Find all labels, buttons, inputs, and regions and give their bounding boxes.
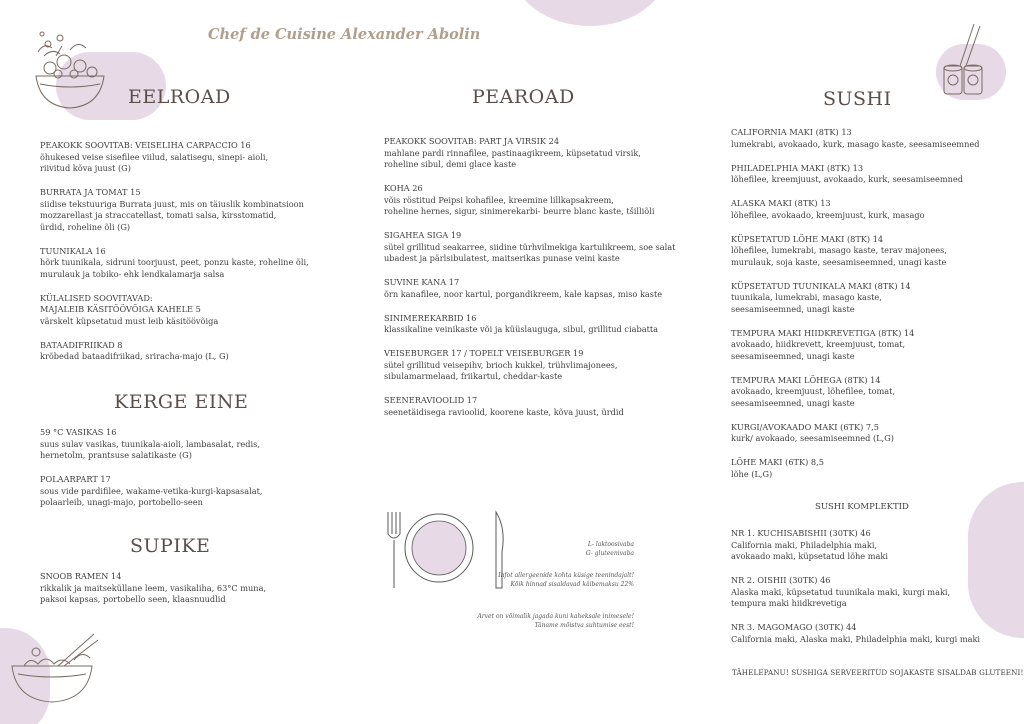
menu-item-description: klassikaline veinikaste või ja küüslauguga, sibul, grillitud ciabatta bbox=[384, 324, 659, 334]
menu-item bbox=[40, 427, 340, 462]
menu-item bbox=[731, 328, 991, 363]
menu-item-description: avokaado, hiidkrevett, kreemjuust, tomat, bbox=[731, 339, 906, 349]
menu-item-name: KÜPSETATUD LÕHE MAKI (8TK) 14 bbox=[731, 233, 884, 244]
menu-item-description: siidise tekstuuriga Burrata juust, mis on täiuslik kombinatsioon bbox=[40, 198, 304, 209]
menu-item-description: seesamiseemned, unagi kaste bbox=[731, 303, 855, 314]
bill-note bbox=[454, 612, 634, 630]
menu-item-description: tempura maki hiidkrevetiga bbox=[731, 598, 847, 608]
legend-gluten-free: G- gluteenivaba bbox=[585, 550, 634, 557]
menu-item bbox=[40, 140, 340, 175]
menu-item-name: PEAKOKK SOOVITAB: VEISELIHA CARPACCIO 16 bbox=[40, 140, 251, 150]
menu-item-description: avokaado, kreemjuust, lõhefilee, tomat, bbox=[731, 386, 896, 396]
menu-item-name: PEAKOKK SOOVITAB: PART JA VIRSIK 24 bbox=[384, 136, 560, 146]
menu-item bbox=[40, 474, 340, 509]
menu-item-description: rikkalik ja maitseküllane leem, vasikaliha, 63°C muna, bbox=[40, 582, 267, 593]
menu-list-kerge-eine bbox=[40, 427, 340, 521]
menu-item-description: murulauk ja tobiko- ehk lendkalamarja salsa bbox=[40, 268, 225, 279]
menu-item bbox=[731, 198, 991, 221]
menu-list-pearoad bbox=[384, 136, 684, 431]
menu-item-description: lumekrabi, avokaado, kurk, masago kaste, seesamiseemned bbox=[731, 138, 980, 149]
menu-item-name: ALASKA MAKI (8TK) 13 bbox=[731, 198, 831, 208]
menu-item-description: seesamiseemned, unagi kaste bbox=[731, 397, 855, 408]
ramen-bowl-icon bbox=[8, 630, 100, 706]
menu-list-sushi-komplektid bbox=[731, 528, 991, 658]
menu-item-description: mahlane pardi rinnafilee, pastinaagikreem, küpsetatud virsik, bbox=[384, 147, 641, 158]
section-title-supike: SUPIKE bbox=[130, 535, 211, 557]
chef-title: Chef de Cuisine Alexander Abolin bbox=[208, 26, 481, 43]
menu-item bbox=[384, 395, 684, 418]
menu-item bbox=[40, 293, 340, 328]
menu-item-description: mozzarellast ja straccatellast, tomati salsa, kirsstomatid, bbox=[40, 210, 277, 220]
salad-bowl-icon bbox=[30, 26, 110, 112]
menu-item-description: kurk/ avokaado, seesamiseemned (L,G) bbox=[731, 433, 894, 443]
menu-item-name: VEISEBURGER 17 / TOPELT VEISEBURGER 19 bbox=[384, 348, 584, 358]
allergy-note bbox=[454, 571, 634, 589]
bill-split-note-line: Arvet on võimalik jagada kuni kaheksale inimesele! bbox=[477, 613, 634, 620]
menu-item-description: suus sulav vasikas, tuunikala-aioli, lambasalat, redis, bbox=[40, 438, 260, 449]
menu-item-description: roheline sibul, demi glace kaste bbox=[384, 159, 517, 169]
menu-item-description: sibulamarmelaad, friikartul, cheddar-kaste bbox=[384, 371, 563, 381]
menu-item bbox=[40, 340, 340, 363]
menu-item-description: lõhefilee, lumekrabi, masago kaste, terav majonees, bbox=[731, 245, 947, 255]
menu-item bbox=[731, 127, 991, 150]
menu-item-description: ürdid, roheline õli (G) bbox=[40, 221, 131, 232]
menu-item bbox=[384, 183, 684, 218]
menu-item-name: KÜLALISED SOOVITAVAD: bbox=[40, 292, 153, 303]
legend-lactose-free: L- laktoosivaba bbox=[587, 541, 634, 548]
menu-item-name: NR 1. KUCHISABISHII (30TK) 46 bbox=[731, 528, 871, 538]
menu-item-description: õrn kanafilee, noor kartul, porgandikreem, kale kapsas, miso kaste bbox=[384, 288, 663, 299]
menu-item bbox=[731, 457, 991, 480]
menu-item-description: MAJALEIB KÄSITÖÖVÕIGA KAHELE 5 bbox=[40, 304, 201, 314]
menu-item-description: võis röstitud Peipsi kohafilee, kreemine lillkapsakreem, bbox=[384, 194, 614, 205]
menu-item-name: TEMPURA MAKI LÕHEGA (8TK) 14 bbox=[731, 374, 881, 385]
menu-item-description: Alaska maki, küpsetatud tuunikala maki, kurgi maki, bbox=[731, 586, 951, 597]
menu-item-description: lõhefilee, kreemjuust, avokaado, kurk, seesamiseemned bbox=[731, 174, 963, 184]
menu-list-eelroad bbox=[40, 140, 340, 375]
menu-item-description: sütel grillitud seakarree, siidine türhvilmekiga kartulikreem, soe salat bbox=[384, 241, 676, 252]
decorative-blob-top bbox=[512, 0, 668, 26]
menu-item-description: hõrk tuunikala, sidruni toorjuust, peet, ponzu kaste, roheline õli, bbox=[40, 257, 309, 267]
menu-item bbox=[384, 230, 684, 265]
menu-item-description: sous vide pardifilee, wakame-vetika-kurgi-kapsasalat, bbox=[40, 485, 263, 496]
menu-item-description: California maki, Philadelphia maki, bbox=[731, 539, 878, 550]
menu-item-name: SIGAHEA SIGA 19 bbox=[384, 230, 462, 240]
thanks-note-line: Täname mõistva suhtumise eest! bbox=[534, 622, 634, 629]
menu-item bbox=[384, 313, 684, 336]
menu-item-description: õhukesed veise sisefilee viilud, salatisegu, sinepi- aioli, bbox=[40, 151, 269, 162]
menu-item-description: avokaado maki, küpsetatud lõhe maki bbox=[731, 551, 888, 561]
menu-item-description: lõhefilee, avokaado, kreemjuust, kurk, masago bbox=[731, 209, 925, 220]
menu-item-description: murulauk, soja kaste, seesamiseemned, unagi kaste bbox=[731, 256, 947, 267]
menu-item-description: ubadest ja pärlsibulatest, maitserikas punase veini kaste bbox=[384, 253, 620, 263]
diet-legend bbox=[520, 540, 634, 558]
menu-item-name: CALIFORNIA MAKI (8TK) 13 bbox=[731, 127, 852, 137]
menu-item bbox=[731, 375, 991, 410]
menu-item bbox=[731, 528, 991, 563]
menu-item-description: seesamiseemned, unagi kaste bbox=[731, 350, 855, 361]
menu-item bbox=[384, 348, 684, 383]
menu-item-name: SNOOB RAMEN 14 bbox=[40, 571, 122, 581]
menu-item-name: BATAADIFRIIKAD 8 bbox=[40, 339, 123, 350]
menu-list-supike bbox=[40, 571, 340, 618]
menu-item bbox=[40, 246, 340, 281]
menu-item-description: tuunikala, lumekrabi, masago kaste, bbox=[731, 292, 882, 302]
menu-item-name: NR 3. MAGOMAGO (30TK) 44 bbox=[731, 622, 857, 632]
section-title-eelroad: EELROAD bbox=[128, 86, 231, 108]
menu-list-sushi bbox=[731, 127, 991, 493]
section-title-sushi: SUSHI bbox=[823, 88, 892, 110]
menu-item-name: SEENERAVIOOLID 17 bbox=[384, 395, 478, 405]
menu-item-name: KURGI/AVOKAADO MAKI (6TK) 7,5 bbox=[731, 421, 879, 432]
menu-item bbox=[40, 187, 340, 233]
menu-item bbox=[731, 163, 991, 186]
menu-item-description: paksoi kapsas, portobello seen, klaasnuudlid bbox=[40, 594, 226, 604]
menu-item-name: BURRATA JA TOMAT 15 bbox=[40, 187, 141, 197]
section-title-sushi-komplektid: SUSHI KOMPLEKTID bbox=[815, 502, 909, 512]
menu-item-description: riivitud kõva juust (G) bbox=[40, 163, 131, 173]
menu-item bbox=[731, 281, 991, 316]
menu-item bbox=[731, 422, 991, 445]
menu-item bbox=[731, 575, 991, 610]
menu-item-name: LÕHE MAKI (6TK) 8,5 bbox=[731, 457, 824, 467]
menu-item-description: sütel grillitud veisepihv, brioch kukkel, trühvlimajonees, bbox=[384, 359, 618, 370]
menu-item-description: krõbedad bataadifriikad, sriracha-majo (L, G) bbox=[40, 351, 229, 361]
section-title-pearoad: PEAROAD bbox=[472, 86, 575, 108]
menu-item-description: värskelt küpsetatud must leib käsitöövõiga bbox=[40, 315, 219, 326]
menu-item-description: polaarleib, unagi-majo, portobello-seen bbox=[40, 497, 203, 507]
menu-item-description: California maki, Alaska maki, Philadelphia maki, kurgi maki bbox=[731, 633, 981, 644]
menu-item-name: NR 2. OISHII (30TK) 46 bbox=[731, 575, 831, 585]
menu-item-description: lõhe (L,G) bbox=[731, 468, 773, 479]
allergy-note-line: Infot allergeenide kohta küsige teenindajalt! bbox=[498, 572, 634, 579]
menu-item-description: roheline hernes, sigur, sinimerekarbi- beurre blanc kaste, tšilliõli bbox=[384, 206, 655, 216]
vat-note-line: Kõik hinnad sisaldavad käibemaksu 22% bbox=[510, 581, 634, 588]
menu-item bbox=[384, 277, 684, 300]
menu-item-name: KOHA 26 bbox=[384, 183, 423, 193]
gluten-warning: TÄHELEPANU! SUSHIGA SERVEERITUD SOJAKASTE SISALDAB GLUTEENI! bbox=[732, 668, 1024, 677]
sushi-roll-icon bbox=[938, 22, 988, 102]
menu-item bbox=[731, 622, 991, 645]
section-title-kerge-eine: KERGE EINE bbox=[114, 391, 249, 413]
menu-item-name: POLAARPART 17 bbox=[40, 474, 111, 484]
menu-item-name: SINIMEREKARBID 16 bbox=[384, 312, 477, 323]
menu-item bbox=[731, 234, 991, 269]
menu-item bbox=[40, 571, 340, 606]
menu-item-name: KÜPSETATUD TUUNIKALA MAKI (8TK) 14 bbox=[731, 280, 911, 291]
menu-item-name: PHILADELPHIA MAKI (8TK) 13 bbox=[731, 162, 864, 173]
menu-item-name: 59 °C VASIKAS 16 bbox=[40, 427, 117, 437]
menu-item-name: TUUNIKALA 16 bbox=[40, 245, 106, 256]
menu-item bbox=[384, 136, 684, 171]
menu-item-name: TEMPURA MAKI HIIDKREVETIGA (8TK) 14 bbox=[731, 327, 915, 338]
menu-item-description: seenetäidisega ravioolid, koorene kaste, kõva juust, ürdid bbox=[384, 406, 624, 417]
menu-item-description: hernetolm, prantsuse salatikaste (G) bbox=[40, 450, 192, 460]
menu-item-name: SUVINE KANA 17 bbox=[384, 277, 460, 287]
